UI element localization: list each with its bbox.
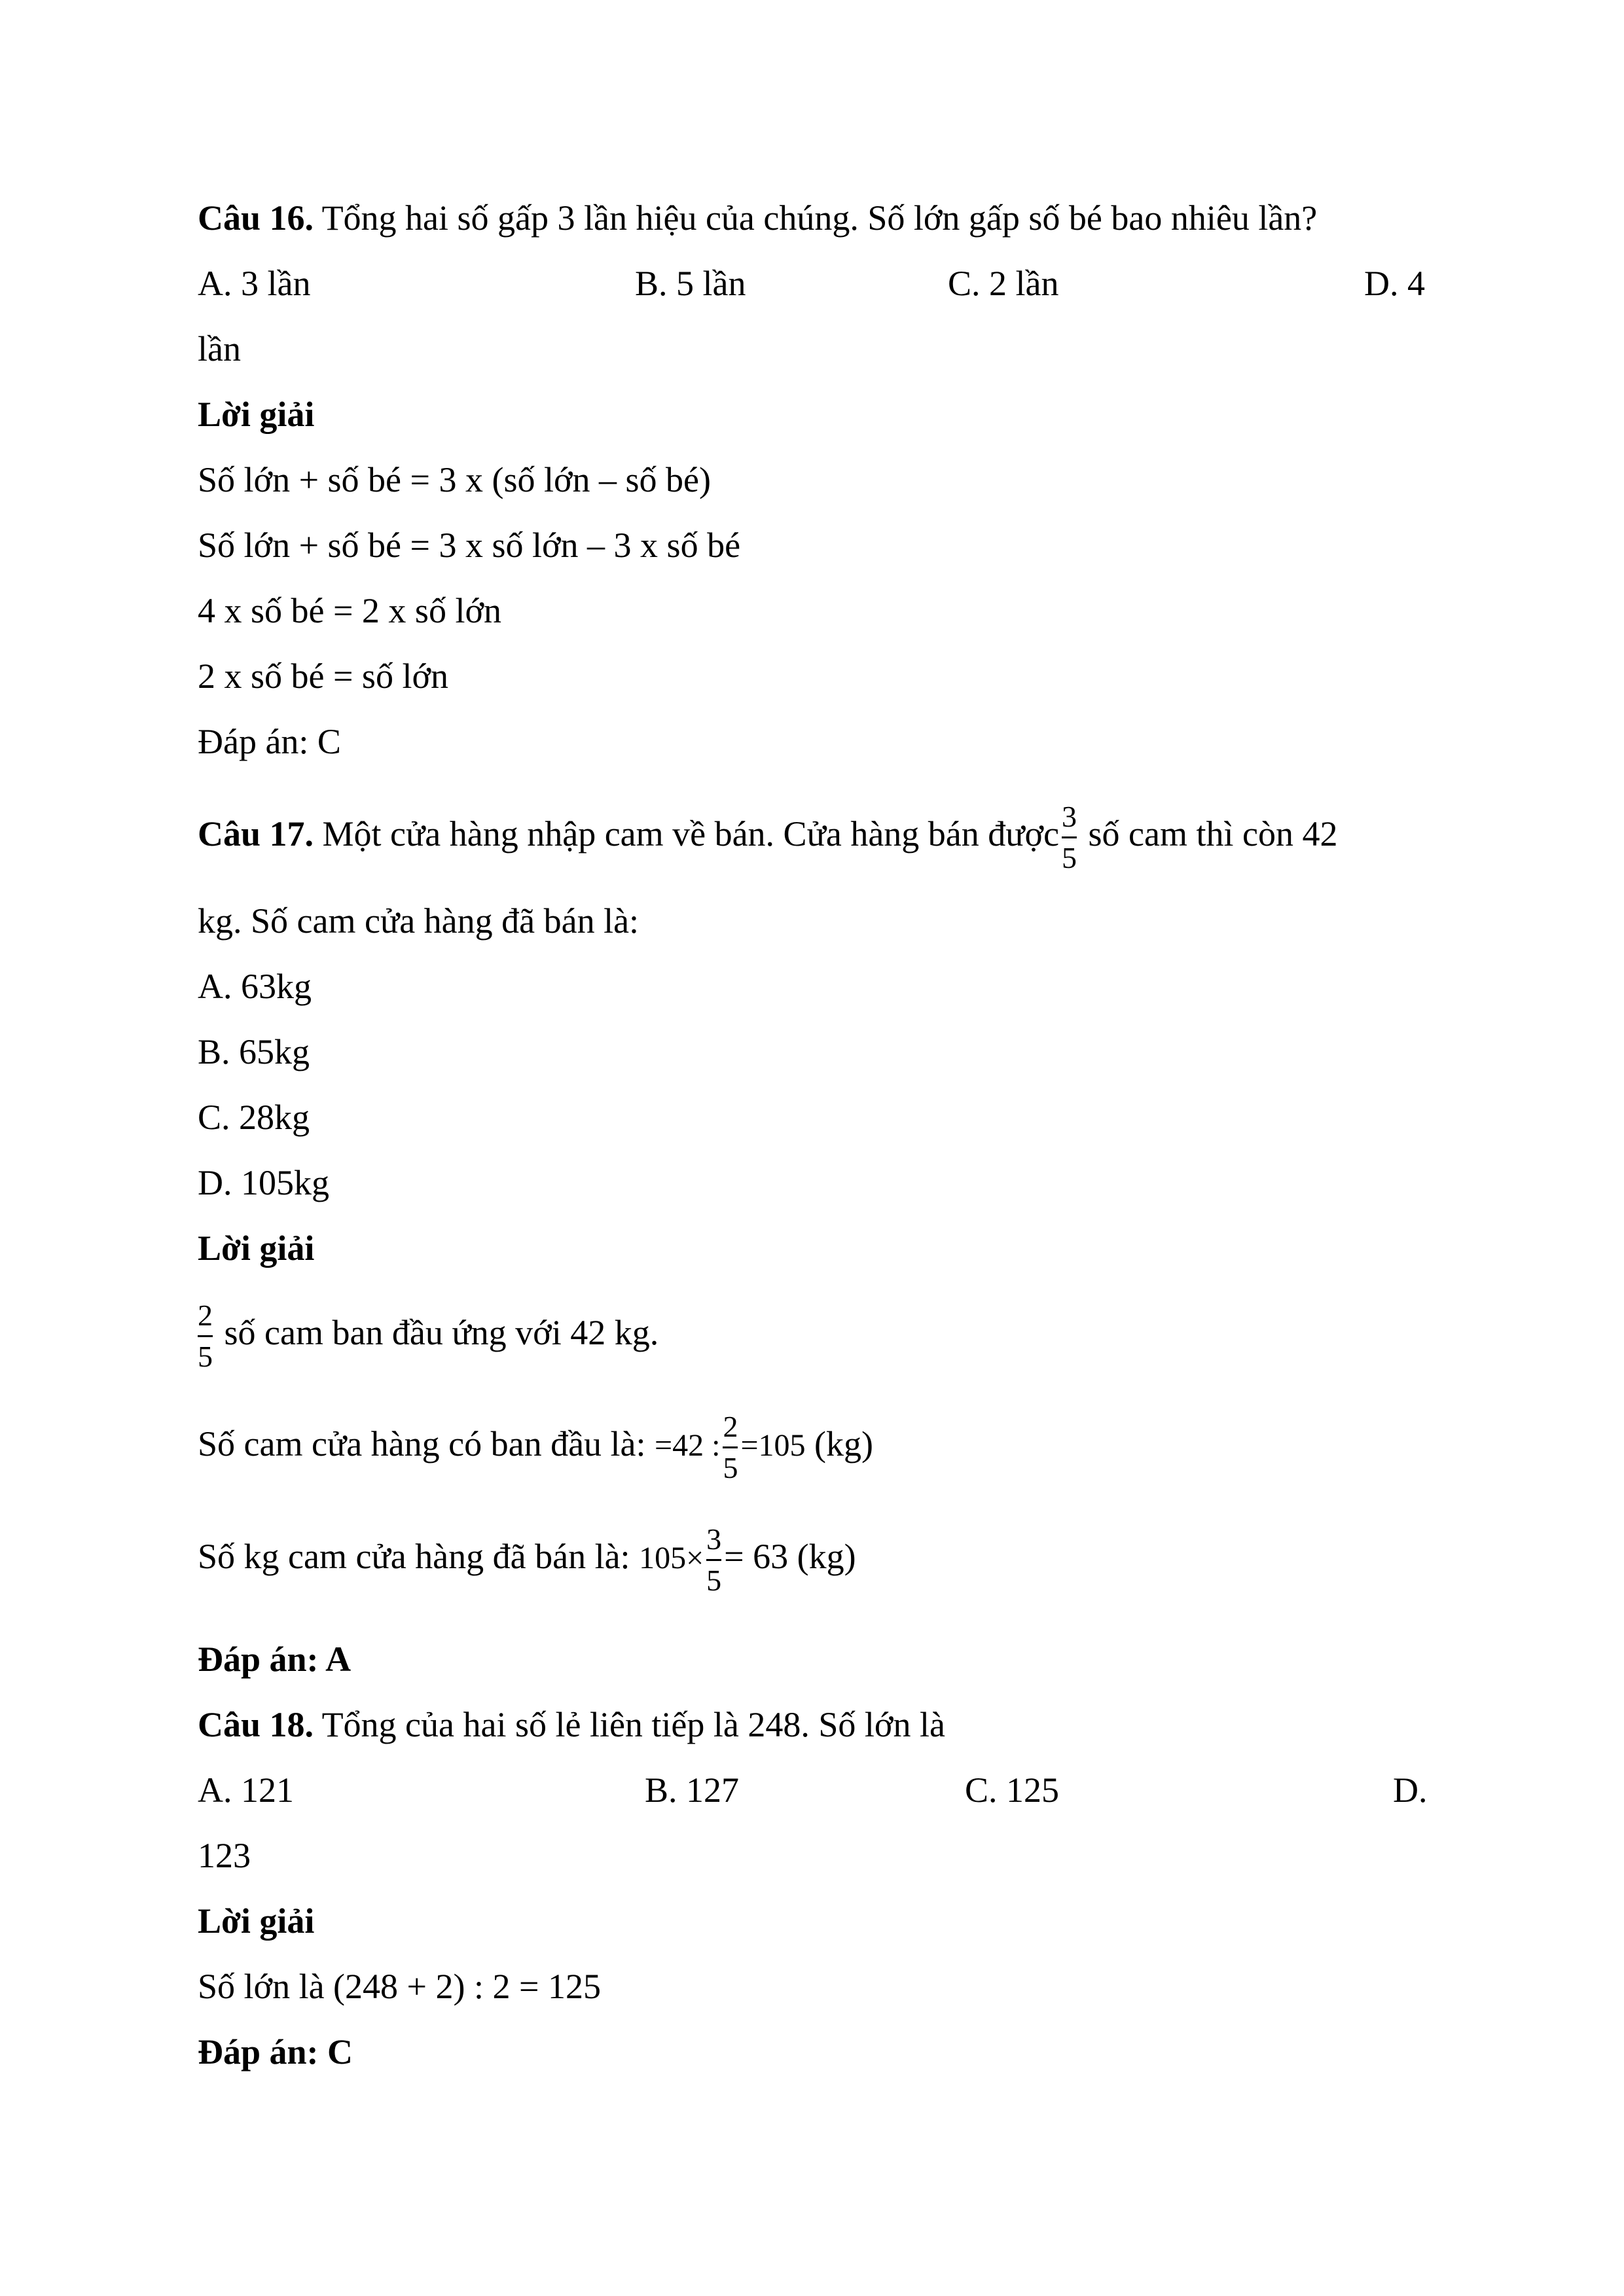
q16-text: Tổng hai số gấp 3 lần hiệu của chúng. Số lớn gấp số bé bao nhiêu lần? <box>321 198 1318 238</box>
q17-step2-unit: (kg) <box>814 1424 873 1463</box>
q17-step-3 <box>198 1520 1441 1605</box>
q17-fraction-num: 3 <box>1062 797 1077 838</box>
q18-option-b: B. 127 <box>645 1770 740 1810</box>
q17-step3-text: Số kg cam cửa hàng đã bán là: <box>198 1536 630 1576</box>
q17-text-after: số cam thì còn 42 <box>1088 814 1338 853</box>
q18-option-a: A. 121 <box>198 1770 294 1810</box>
q17-fraction-den: 5 <box>1062 841 1077 874</box>
q16-option-d: D. 4 <box>1364 264 1425 303</box>
q16-label: Câu 16. <box>198 198 314 238</box>
q17-option-b: B. 65kg <box>198 1032 310 1071</box>
q18-question <box>198 1702 1441 1748</box>
q17-option-a: A. 63kg <box>198 967 312 1006</box>
q17-solution-title: Lời giải <box>198 1229 315 1268</box>
q16-step-1: Số lớn + số bé = 3 x (số lớn – số bé) <box>198 460 712 499</box>
q17-question <box>198 797 1441 882</box>
q18-option-c: C. 125 <box>965 1770 1060 1810</box>
q17-step3-pre: 105× <box>639 1540 704 1575</box>
q16-option-b: B. 5 lần <box>635 264 746 303</box>
q16-step-4: 2 x số bé = số lớn <box>198 656 449 696</box>
q17-step3-post: = 63 (kg) <box>724 1536 856 1576</box>
q17-step1-text: số cam ban đầu ứng với 42 kg. <box>224 1312 659 1352</box>
q17-step-2 <box>198 1407 1441 1492</box>
q18-option-d: D. <box>1393 1770 1428 1810</box>
q17-step1-fraction <box>198 1296 213 1376</box>
q17-step2-fraction <box>723 1407 738 1488</box>
q17-step3-fraction <box>706 1520 721 1600</box>
q17-step2-num: 2 <box>723 1407 738 1448</box>
q17-step2-post: =105 <box>740 1427 806 1463</box>
q17-option-d: D. 105kg <box>198 1163 329 1202</box>
q17-answer: Đáp án: A <box>198 1640 352 1679</box>
q17-option-c: C. 28kg <box>198 1098 310 1137</box>
q17-step-1 <box>198 1296 1441 1381</box>
q18-answer: Đáp án: C <box>198 2032 353 2072</box>
q17-fraction <box>1062 797 1077 878</box>
q16-option-d-wrap: lần <box>198 329 241 368</box>
q17-text-line2: kg. Số cam cửa hàng đã bán là: <box>198 901 640 941</box>
q16-question <box>198 195 1441 241</box>
q17-step2-den: 5 <box>723 1451 738 1484</box>
q17-step2-pre: =42 : <box>655 1427 721 1463</box>
q17-label: Câu 17. <box>198 814 314 853</box>
q18-label: Câu 18. <box>198 1705 314 1744</box>
q18-step: Số lớn là (248 + 2) : 2 = 125 <box>198 1967 601 2006</box>
q17-step3-den: 5 <box>706 1564 722 1597</box>
q16-answer: Đáp án: C <box>198 722 341 761</box>
q17-step3-num: 3 <box>706 1520 721 1561</box>
q16-option-a: A. 3 lần <box>198 264 311 303</box>
q16-step-3: 4 x số bé = 2 x số lớn <box>198 591 502 630</box>
q16-option-c: C. 2 lần <box>948 264 1059 303</box>
q17-step1-den: 5 <box>198 1340 213 1373</box>
q17-step1-num: 2 <box>198 1296 213 1337</box>
q18-text: Tổng của hai số lẻ liên tiếp là 248. Số lớn là <box>321 1705 945 1744</box>
q18-option-d-wrap: 123 <box>198 1836 251 1875</box>
q18-solution-title: Lời giải <box>198 1901 315 1941</box>
q17-text-before: Một cửa hàng nhập cam về bán. Cửa hàng bán được <box>322 814 1060 853</box>
q16-step-2: Số lớn + số bé = 3 x số lớn – 3 x số bé <box>198 526 741 565</box>
q17-step2-text: Số cam cửa hàng có ban đầu là: <box>198 1424 646 1463</box>
q16-solution-title: Lời giải <box>198 395 315 434</box>
